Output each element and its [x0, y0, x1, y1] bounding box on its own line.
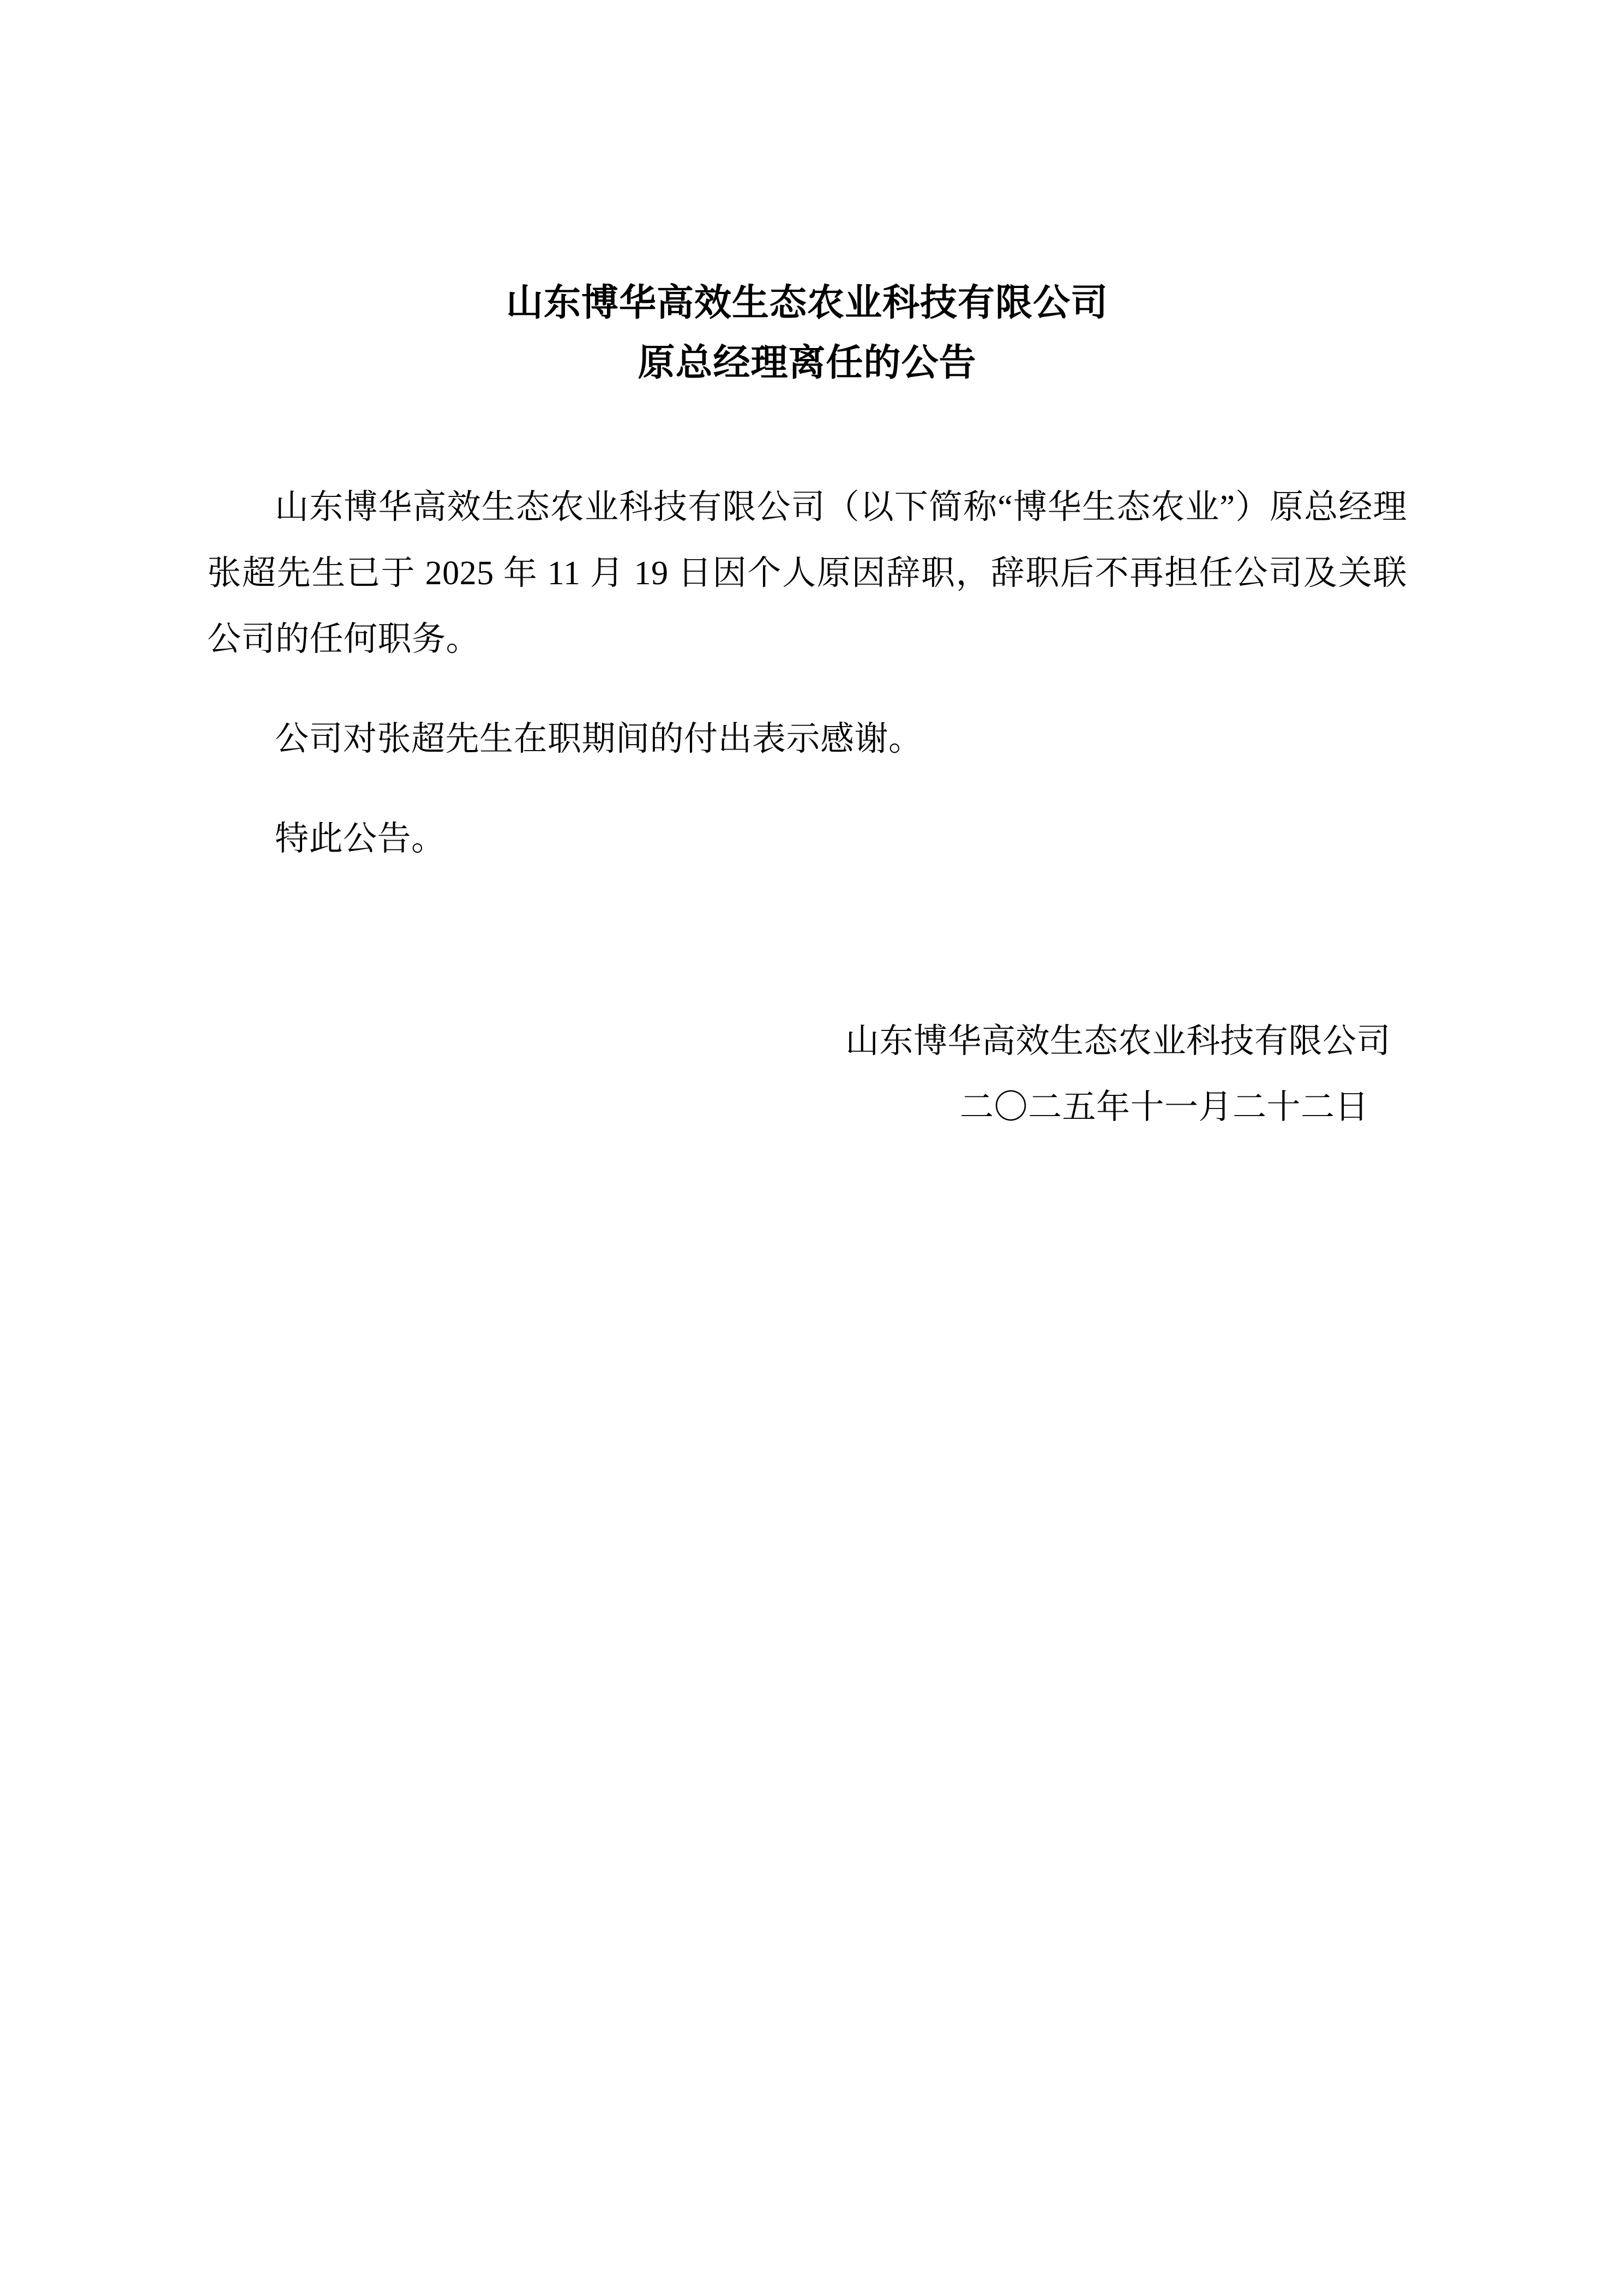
- paragraph-1: 山东博华高效生态农业科技有限公司（以下简称“博华生态农业”）原总经理张超先生已于 2025 年 11 月 19 日因个人原因辞职，辞职后不再担任公司及关联公司的任何职务。: [207, 489, 1407, 658]
- page-title: [207, 273, 1407, 393]
- signature-company: 山东博华高效生态农业科技有限公司: [845, 1022, 1391, 1060]
- title-line-1: 山东博华高效生态农业科技有限公司: [506, 282, 1108, 323]
- paragraph-2: 公司对张超先生在职期间的付出表示感谢。: [275, 720, 923, 758]
- document-body: [207, 475, 1407, 872]
- paragraph-3: 特此公告。: [275, 820, 446, 858]
- signature-date: 二〇二五年十一月二十二日: [959, 1088, 1369, 1126]
- document-content: [207, 273, 1407, 1141]
- title-line-2: 原总经理离任的公告: [638, 342, 977, 384]
- signature-block: [207, 1009, 1407, 1141]
